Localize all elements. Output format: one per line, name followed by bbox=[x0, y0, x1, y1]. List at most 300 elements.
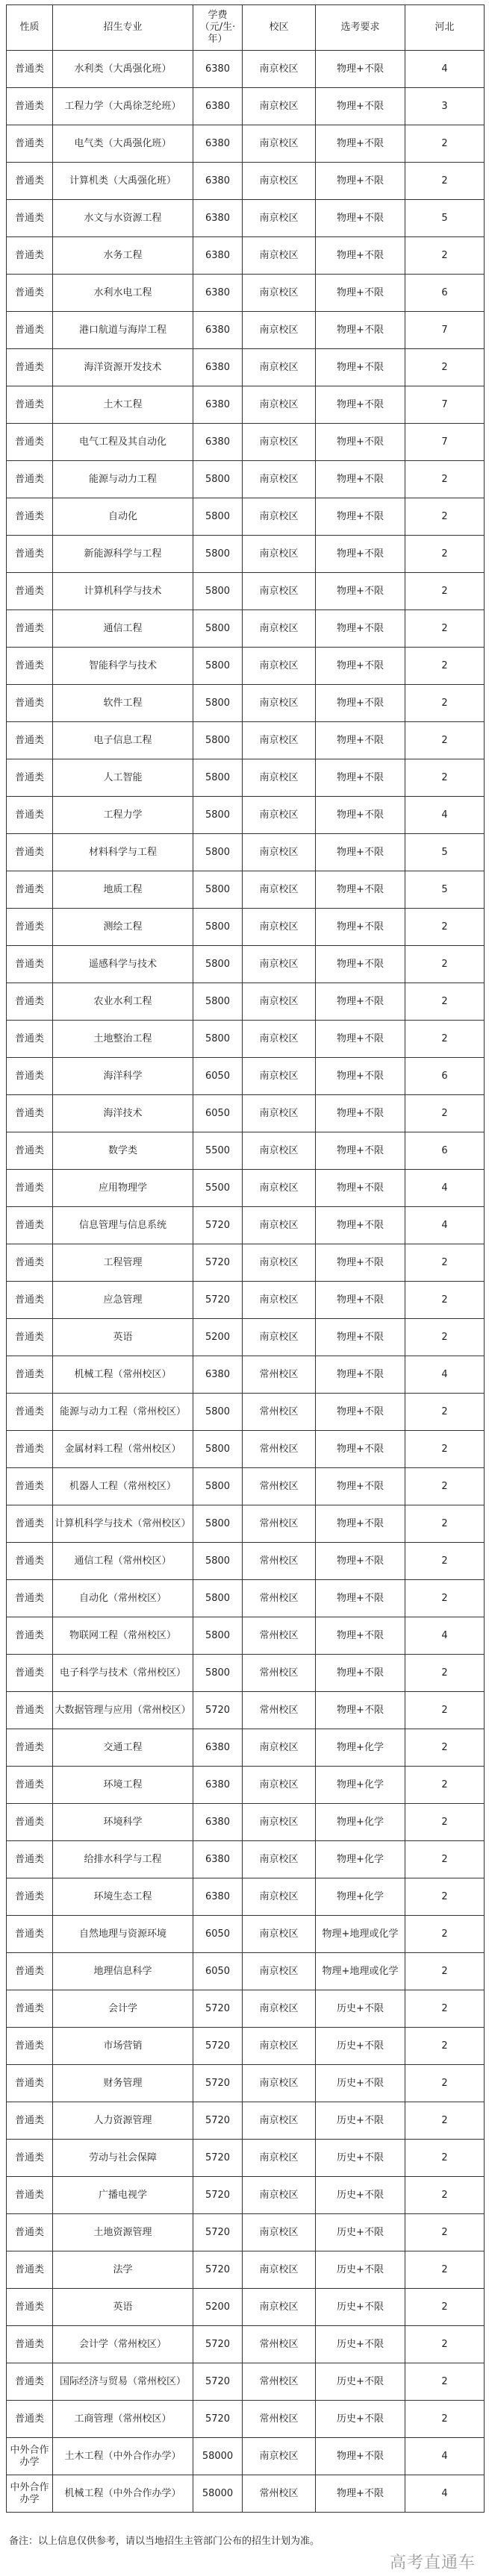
table-row bbox=[7, 2438, 485, 2475]
cell-campus: 南京校区 bbox=[243, 797, 316, 834]
cell-campus: 南京校区 bbox=[243, 386, 316, 424]
cell-count: 2 bbox=[405, 1692, 485, 1729]
cell-count: 2 bbox=[405, 1655, 485, 1692]
cell-fee: 5800 bbox=[193, 498, 243, 536]
table-row bbox=[7, 946, 485, 983]
cell-count: 2 bbox=[405, 498, 485, 536]
cell-fee: 6380 bbox=[193, 1729, 243, 1767]
cell-requirement: 物理+不限 bbox=[316, 88, 405, 125]
cell-campus: 常州校区 bbox=[243, 1655, 316, 1692]
cell-type: 普通类 bbox=[7, 125, 53, 163]
table-row bbox=[7, 1282, 485, 1319]
cell-fee: 5720 bbox=[193, 2251, 243, 2289]
cell-campus: 南京校区 bbox=[243, 2438, 316, 2475]
table-row bbox=[7, 237, 485, 275]
cell-fee: 5800 bbox=[193, 759, 243, 797]
cell-fee: 5720 bbox=[193, 1692, 243, 1729]
cell-campus: 南京校区 bbox=[243, 2140, 316, 2177]
header-fee-line1: 学费 bbox=[208, 10, 228, 21]
cell-major: 新能源科学与工程 bbox=[53, 536, 193, 573]
cell-campus: 南京校区 bbox=[243, 1804, 316, 1841]
cell-major: 电子科学与技术（常州校区） bbox=[53, 1655, 193, 1692]
table-row bbox=[7, 1095, 485, 1132]
cell-major: 土木工程 bbox=[53, 386, 193, 424]
cell-count: 2 bbox=[405, 237, 485, 275]
table-row bbox=[7, 349, 485, 386]
cell-type: 普通类 bbox=[7, 2289, 53, 2326]
cell-major: 工商管理（常州校区） bbox=[53, 2401, 193, 2438]
cell-count: 2 bbox=[405, 1767, 485, 1804]
cell-fee: 6050 bbox=[193, 1916, 243, 1953]
cell-type: 普通类 bbox=[7, 648, 53, 685]
cell-count: 2 bbox=[405, 2214, 485, 2251]
cell-requirement: 物理+不限 bbox=[316, 536, 405, 573]
cell-fee: 6380 bbox=[193, 312, 243, 349]
cell-count: 2 bbox=[405, 2326, 485, 2363]
cell-type: 中外合作办学 bbox=[7, 2438, 53, 2475]
cell-fee: 6380 bbox=[193, 163, 243, 200]
footnote: 备注：以上信息仅供参考，请以当地招生主管部门公布的招生计划为准。 bbox=[9, 2536, 320, 2547]
cell-requirement: 物理+不限 bbox=[316, 1244, 405, 1282]
cell-campus: 南京校区 bbox=[243, 2289, 316, 2326]
cell-major: 地质工程 bbox=[53, 871, 193, 909]
cell-type: 普通类 bbox=[7, 237, 53, 275]
cell-campus: 南京校区 bbox=[243, 275, 316, 312]
cell-count: 2 bbox=[405, 1431, 485, 1468]
table-row bbox=[7, 1394, 485, 1431]
cell-fee: 5800 bbox=[193, 1543, 243, 1580]
cell-fee: 5800 bbox=[193, 834, 243, 871]
cell-major: 法学 bbox=[53, 2251, 193, 2289]
cell-type: 普通类 bbox=[7, 871, 53, 909]
cell-requirement: 物理+化学 bbox=[316, 1729, 405, 1767]
cell-major: 国际经济与贸易（常州校区） bbox=[53, 2363, 193, 2401]
cell-fee: 5800 bbox=[193, 1468, 243, 1505]
cell-requirement: 物理+不限 bbox=[316, 1692, 405, 1729]
enrollment-table bbox=[6, 4, 485, 2513]
cell-count: 3 bbox=[405, 88, 485, 125]
table-row bbox=[7, 1543, 485, 1580]
cell-fee: 5800 bbox=[193, 871, 243, 909]
cell-major: 环境工程 bbox=[53, 1767, 193, 1804]
cell-major: 机器人工程（常州校区） bbox=[53, 1468, 193, 1505]
table-row bbox=[7, 424, 485, 461]
cell-count: 2 bbox=[405, 1282, 485, 1319]
cell-campus: 南京校区 bbox=[243, 722, 316, 759]
cell-count: 4 bbox=[405, 51, 485, 88]
table-row bbox=[7, 1953, 485, 1990]
cell-campus: 南京校区 bbox=[243, 2028, 316, 2065]
cell-major: 会计学（常州校区） bbox=[53, 2326, 193, 2363]
cell-campus: 南京校区 bbox=[243, 163, 316, 200]
cell-type: 普通类 bbox=[7, 1058, 53, 1095]
cell-type: 普通类 bbox=[7, 2140, 53, 2177]
cell-type: 普通类 bbox=[7, 946, 53, 983]
table-row bbox=[7, 1916, 485, 1953]
cell-campus: 常州校区 bbox=[243, 2363, 316, 2401]
cell-count: 2 bbox=[405, 1878, 485, 1916]
cell-type: 普通类 bbox=[7, 2102, 53, 2140]
cell-fee: 6050 bbox=[193, 1058, 243, 1095]
cell-fee: 5800 bbox=[193, 1394, 243, 1431]
table-row bbox=[7, 1617, 485, 1655]
cell-fee: 5200 bbox=[193, 2289, 243, 2326]
table-row bbox=[7, 834, 485, 871]
cell-requirement: 物理+不限 bbox=[316, 834, 405, 871]
cell-fee: 5800 bbox=[193, 797, 243, 834]
cell-campus: 南京校区 bbox=[243, 312, 316, 349]
cell-type: 普通类 bbox=[7, 2401, 53, 2438]
cell-fee: 5720 bbox=[193, 2326, 243, 2363]
cell-major: 计算机科学与技术 bbox=[53, 573, 193, 610]
cell-requirement: 物理+不限 bbox=[316, 200, 405, 237]
cell-major: 港口航道与海岸工程 bbox=[53, 312, 193, 349]
cell-requirement: 物理+不限 bbox=[316, 1617, 405, 1655]
cell-type: 普通类 bbox=[7, 610, 53, 648]
cell-requirement: 物理+不限 bbox=[316, 759, 405, 797]
cell-fee: 5800 bbox=[193, 610, 243, 648]
table-row bbox=[7, 2028, 485, 2065]
cell-fee: 6380 bbox=[193, 237, 243, 275]
table-row bbox=[7, 797, 485, 834]
cell-type: 普通类 bbox=[7, 1617, 53, 1655]
cell-campus: 南京校区 bbox=[243, 1767, 316, 1804]
cell-major: 计算机科学与技术（常州校区） bbox=[53, 1505, 193, 1543]
cell-count: 4 bbox=[405, 2438, 485, 2475]
enrollment-plan-sheet bbox=[6, 4, 484, 2513]
cell-requirement: 历史+不限 bbox=[316, 1990, 405, 2028]
cell-requirement: 物理+不限 bbox=[316, 648, 405, 685]
cell-type: 普通类 bbox=[7, 163, 53, 200]
cell-campus: 常州校区 bbox=[243, 1692, 316, 1729]
cell-requirement: 物理+不限 bbox=[316, 909, 405, 946]
cell-count: 4 bbox=[405, 797, 485, 834]
cell-major: 财务管理 bbox=[53, 2065, 193, 2102]
cell-count: 7 bbox=[405, 424, 485, 461]
cell-fee: 5720 bbox=[193, 2401, 243, 2438]
cell-major: 物联网工程（常州校区） bbox=[53, 1617, 193, 1655]
cell-count: 2 bbox=[405, 1543, 485, 1580]
table-row bbox=[7, 648, 485, 685]
cell-requirement: 物理+不限 bbox=[316, 163, 405, 200]
cell-major: 人力资源管理 bbox=[53, 2102, 193, 2140]
cell-type: 普通类 bbox=[7, 1505, 53, 1543]
table-row bbox=[7, 2401, 485, 2438]
cell-major: 人工智能 bbox=[53, 759, 193, 797]
cell-fee: 6380 bbox=[193, 51, 243, 88]
table-row bbox=[7, 1132, 485, 1170]
cell-fee: 5720 bbox=[193, 1282, 243, 1319]
cell-major: 测绘工程 bbox=[53, 909, 193, 946]
cell-requirement: 物理+化学 bbox=[316, 1804, 405, 1841]
cell-major: 土地整治工程 bbox=[53, 1021, 193, 1058]
cell-requirement: 物理+不限 bbox=[316, 1319, 405, 1356]
cell-campus: 南京校区 bbox=[243, 2214, 316, 2251]
cell-major: 广播电视学 bbox=[53, 2177, 193, 2214]
table-row bbox=[7, 200, 485, 237]
cell-type: 普通类 bbox=[7, 1878, 53, 1916]
cell-type: 普通类 bbox=[7, 909, 53, 946]
cell-fee: 6380 bbox=[193, 386, 243, 424]
cell-count: 2 bbox=[405, 1021, 485, 1058]
cell-requirement: 物理+不限 bbox=[316, 1058, 405, 1095]
cell-count: 2 bbox=[405, 983, 485, 1021]
cell-fee: 6380 bbox=[193, 125, 243, 163]
cell-campus: 南京校区 bbox=[243, 200, 316, 237]
cell-requirement: 历史+不限 bbox=[316, 2326, 405, 2363]
cell-count: 2 bbox=[405, 1990, 485, 2028]
cell-fee: 5500 bbox=[193, 1170, 243, 1207]
cell-fee: 6380 bbox=[193, 1841, 243, 1878]
cell-major: 英语 bbox=[53, 2289, 193, 2326]
cell-major: 自然地理与资源环境 bbox=[53, 1916, 193, 1953]
cell-requirement: 物理+不限 bbox=[316, 1394, 405, 1431]
cell-fee: 5720 bbox=[193, 2363, 243, 2401]
table-row bbox=[7, 2251, 485, 2289]
cell-requirement: 历史+不限 bbox=[316, 2140, 405, 2177]
cell-campus: 南京校区 bbox=[243, 424, 316, 461]
header-major: 招生专业 bbox=[53, 5, 193, 51]
cell-count: 2 bbox=[405, 1468, 485, 1505]
cell-requirement: 物理+不限 bbox=[316, 797, 405, 834]
cell-fee: 5800 bbox=[193, 946, 243, 983]
cell-requirement: 物理+不限 bbox=[316, 1282, 405, 1319]
cell-type: 普通类 bbox=[7, 2363, 53, 2401]
header-fee bbox=[193, 5, 243, 51]
header-campus: 校区 bbox=[243, 5, 316, 51]
cell-count: 6 bbox=[405, 1058, 485, 1095]
cell-count: 6 bbox=[405, 1132, 485, 1170]
header-requirement: 选考要求 bbox=[316, 5, 405, 51]
cell-campus: 南京校区 bbox=[243, 1058, 316, 1095]
cell-requirement: 物理+不限 bbox=[316, 386, 405, 424]
table-row bbox=[7, 759, 485, 797]
table-row bbox=[7, 2140, 485, 2177]
cell-campus: 南京校区 bbox=[243, 1841, 316, 1878]
table-row bbox=[7, 2102, 485, 2140]
cell-type: 普通类 bbox=[7, 1170, 53, 1207]
cell-count: 2 bbox=[405, 1244, 485, 1282]
table-row bbox=[7, 909, 485, 946]
table-row bbox=[7, 1207, 485, 1244]
cell-count: 2 bbox=[405, 2363, 485, 2401]
cell-fee: 5200 bbox=[193, 1319, 243, 1356]
cell-fee: 5720 bbox=[193, 2102, 243, 2140]
cell-fee: 6380 bbox=[193, 1356, 243, 1394]
cell-campus: 常州校区 bbox=[243, 1505, 316, 1543]
cell-count: 2 bbox=[405, 2028, 485, 2065]
cell-major: 交通工程 bbox=[53, 1729, 193, 1767]
cell-campus: 南京校区 bbox=[243, 498, 316, 536]
cell-count: 2 bbox=[405, 536, 485, 573]
cell-type: 普通类 bbox=[7, 1729, 53, 1767]
cell-campus: 南京校区 bbox=[243, 1132, 316, 1170]
cell-type: 普通类 bbox=[7, 759, 53, 797]
cell-requirement: 历史+不限 bbox=[316, 2028, 405, 2065]
cell-requirement: 物理+化学 bbox=[316, 1767, 405, 1804]
cell-requirement: 历史+不限 bbox=[316, 2177, 405, 2214]
cell-major: 机械工程（常州校区） bbox=[53, 1356, 193, 1394]
cell-fee: 5720 bbox=[193, 1207, 243, 1244]
cell-requirement: 物理+不限 bbox=[316, 610, 405, 648]
cell-count: 5 bbox=[405, 834, 485, 871]
cell-requirement: 物理+不限 bbox=[316, 871, 405, 909]
cell-campus: 南京校区 bbox=[243, 685, 316, 722]
cell-major: 计算机类（大禹强化班） bbox=[53, 163, 193, 200]
cell-type: 普通类 bbox=[7, 2065, 53, 2102]
cell-major: 电气类（大禹强化班） bbox=[53, 125, 193, 163]
cell-count: 2 bbox=[405, 648, 485, 685]
cell-campus: 南京校区 bbox=[243, 51, 316, 88]
table-row bbox=[7, 2065, 485, 2102]
cell-requirement: 物理+不限 bbox=[316, 1356, 405, 1394]
cell-major: 应用物理学 bbox=[53, 1170, 193, 1207]
cell-count: 4 bbox=[405, 1356, 485, 1394]
cell-fee: 5800 bbox=[193, 648, 243, 685]
cell-type: 普通类 bbox=[7, 1692, 53, 1729]
cell-major: 通信工程（常州校区） bbox=[53, 1543, 193, 1580]
cell-count: 2 bbox=[405, 1953, 485, 1990]
table-row bbox=[7, 685, 485, 722]
cell-campus: 南京校区 bbox=[243, 1207, 316, 1244]
cell-requirement: 物理+不限 bbox=[316, 1021, 405, 1058]
cell-major: 应急管理 bbox=[53, 1282, 193, 1319]
cell-requirement: 物理+不限 bbox=[316, 1431, 405, 1468]
cell-requirement: 物理+不限 bbox=[316, 983, 405, 1021]
cell-type: 普通类 bbox=[7, 983, 53, 1021]
cell-count: 4 bbox=[405, 1207, 485, 1244]
cell-requirement: 物理+不限 bbox=[316, 1543, 405, 1580]
cell-type: 普通类 bbox=[7, 1990, 53, 2028]
cell-requirement: 历史+不限 bbox=[316, 2363, 405, 2401]
table-row bbox=[7, 51, 485, 88]
cell-count: 7 bbox=[405, 386, 485, 424]
cell-type: 普通类 bbox=[7, 834, 53, 871]
cell-type: 普通类 bbox=[7, 2214, 53, 2251]
cell-requirement: 物理+不限 bbox=[316, 424, 405, 461]
cell-type: 普通类 bbox=[7, 1319, 53, 1356]
cell-type: 普通类 bbox=[7, 1431, 53, 1468]
cell-requirement: 历史+不限 bbox=[316, 2065, 405, 2102]
cell-requirement: 历史+不限 bbox=[316, 2102, 405, 2140]
cell-fee: 5800 bbox=[193, 1655, 243, 1692]
cell-count: 7 bbox=[405, 312, 485, 349]
cell-fee: 5720 bbox=[193, 1244, 243, 1282]
cell-campus: 常州校区 bbox=[243, 2401, 316, 2438]
cell-campus: 南京校区 bbox=[243, 909, 316, 946]
cell-major: 英语 bbox=[53, 1319, 193, 1356]
cell-campus: 南京校区 bbox=[243, 834, 316, 871]
cell-major: 能源与动力工程 bbox=[53, 461, 193, 498]
cell-campus: 南京校区 bbox=[243, 1095, 316, 1132]
cell-type: 普通类 bbox=[7, 1916, 53, 1953]
cell-major: 地理信息科学 bbox=[53, 1953, 193, 1990]
cell-campus: 常州校区 bbox=[243, 1431, 316, 1468]
cell-campus: 南京校区 bbox=[243, 759, 316, 797]
cell-major: 海洋科学 bbox=[53, 1058, 193, 1095]
cell-type: 普通类 bbox=[7, 1804, 53, 1841]
cell-requirement: 物理+不限 bbox=[316, 125, 405, 163]
cell-major: 材料科学与工程 bbox=[53, 834, 193, 871]
cell-requirement: 物理+不限 bbox=[316, 349, 405, 386]
cell-count: 4 bbox=[405, 1170, 485, 1207]
cell-type: 普通类 bbox=[7, 1543, 53, 1580]
cell-campus: 常州校区 bbox=[243, 1543, 316, 1580]
table-row bbox=[7, 2289, 485, 2326]
cell-major: 电气工程及其自动化 bbox=[53, 424, 193, 461]
cell-type: 普通类 bbox=[7, 1207, 53, 1244]
cell-campus: 常州校区 bbox=[243, 2326, 316, 2363]
table-body bbox=[7, 51, 485, 2513]
cell-fee: 6050 bbox=[193, 1095, 243, 1132]
cell-fee: 6380 bbox=[193, 1878, 243, 1916]
cell-major: 软件工程 bbox=[53, 685, 193, 722]
cell-campus: 南京校区 bbox=[243, 2251, 316, 2289]
cell-type: 普通类 bbox=[7, 1580, 53, 1617]
cell-campus: 南京校区 bbox=[243, 1244, 316, 1282]
cell-major: 环境科学 bbox=[53, 1804, 193, 1841]
cell-count: 2 bbox=[405, 1095, 485, 1132]
cell-count: 2 bbox=[405, 2251, 485, 2289]
cell-major: 遥感科学与技术 bbox=[53, 946, 193, 983]
cell-count: 2 bbox=[405, 1580, 485, 1617]
cell-campus: 常州校区 bbox=[243, 1394, 316, 1431]
cell-major: 电子信息工程 bbox=[53, 722, 193, 759]
cell-fee: 5800 bbox=[193, 536, 243, 573]
cell-major: 会计学 bbox=[53, 1990, 193, 2028]
table-row bbox=[7, 1244, 485, 1282]
cell-count: 2 bbox=[405, 1804, 485, 1841]
table-row bbox=[7, 88, 485, 125]
table-row bbox=[7, 1990, 485, 2028]
table-row bbox=[7, 1468, 485, 1505]
cell-major: 自动化（常州校区） bbox=[53, 1580, 193, 1617]
cell-campus: 南京校区 bbox=[243, 1319, 316, 1356]
table-row bbox=[7, 536, 485, 573]
table-row bbox=[7, 2363, 485, 2401]
table-row bbox=[7, 163, 485, 200]
cell-type: 普通类 bbox=[7, 1282, 53, 1319]
cell-campus: 南京校区 bbox=[243, 1021, 316, 1058]
table-row bbox=[7, 1431, 485, 1468]
cell-fee: 6380 bbox=[193, 1767, 243, 1804]
cell-count: 2 bbox=[405, 163, 485, 200]
cell-requirement: 物理+不限 bbox=[316, 1170, 405, 1207]
cell-fee: 6380 bbox=[193, 200, 243, 237]
table-row bbox=[7, 386, 485, 424]
cell-fee: 5800 bbox=[193, 573, 243, 610]
cell-major: 机械工程（中外合作办学） bbox=[53, 2475, 193, 2513]
cell-major: 信息管理与信息系统 bbox=[53, 1207, 193, 1244]
cell-count: 2 bbox=[405, 2065, 485, 2102]
cell-type: 普通类 bbox=[7, 2177, 53, 2214]
cell-requirement: 物理+不限 bbox=[316, 498, 405, 536]
cell-type: 普通类 bbox=[7, 1356, 53, 1394]
cell-requirement: 物理+不限 bbox=[316, 1095, 405, 1132]
cell-campus: 南京校区 bbox=[243, 871, 316, 909]
cell-count: 2 bbox=[405, 1319, 485, 1356]
table-row bbox=[7, 1729, 485, 1767]
cell-fee: 5720 bbox=[193, 2177, 243, 2214]
cell-fee: 5720 bbox=[193, 2065, 243, 2102]
cell-fee: 58000 bbox=[193, 2438, 243, 2475]
cell-type: 普通类 bbox=[7, 1394, 53, 1431]
cell-campus: 常州校区 bbox=[243, 2475, 316, 2513]
cell-campus: 南京校区 bbox=[243, 2102, 316, 2140]
cell-count: 5 bbox=[405, 871, 485, 909]
cell-major: 能源与动力工程（常州校区） bbox=[53, 1394, 193, 1431]
table-row bbox=[7, 1356, 485, 1394]
